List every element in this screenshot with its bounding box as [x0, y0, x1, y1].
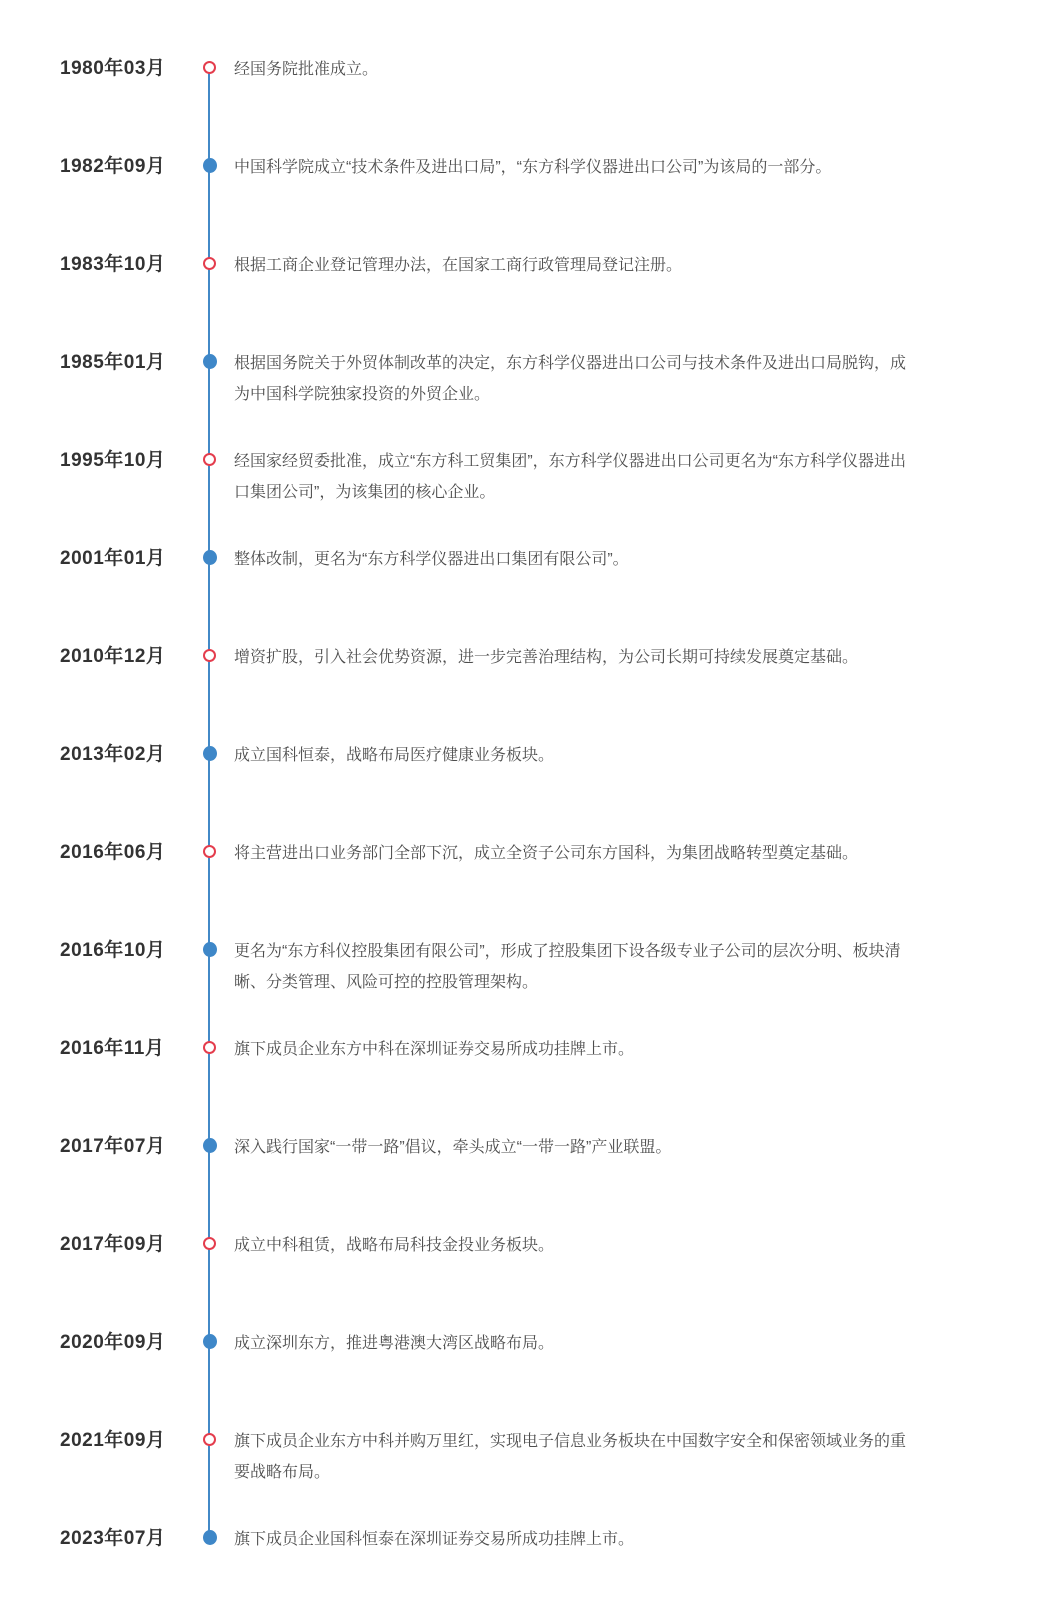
timeline-item	[0, 1234, 1064, 1332]
timeline-item	[0, 842, 1064, 940]
timeline-item	[0, 1332, 1064, 1430]
timeline-node-filled-dot-icon	[203, 1138, 217, 1153]
timeline-marker-wrap	[202, 352, 217, 369]
timeline-item	[0, 156, 1064, 254]
timeline-marker-wrap	[202, 156, 217, 173]
timeline-marker-wrap	[202, 548, 217, 565]
timeline-node-filled-dot-icon	[203, 158, 217, 173]
timeline-node-filled-dot-icon	[203, 550, 217, 565]
timeline-date-label: 2017年09月	[60, 1234, 166, 1255]
timeline-node-hollow-circle-icon	[203, 1041, 216, 1054]
timeline-event-description: 成立国科恒泰，战略布局医疗健康业务板块。	[234, 747, 555, 764]
timeline-marker-wrap	[202, 940, 217, 957]
timeline-node-hollow-circle-icon	[203, 257, 216, 270]
timeline-item	[0, 548, 1064, 646]
timeline-node-hollow-circle-icon	[203, 1433, 216, 1446]
timeline-node-hollow-circle-icon	[203, 845, 216, 858]
timeline-marker-wrap	[202, 58, 217, 74]
timeline-item	[0, 450, 1064, 548]
timeline-event-description: 增资扩股，引入社会优势资源，进一步完善治理结构，为公司长期可持续发展奠定基础。	[234, 649, 859, 666]
timeline-node-filled-dot-icon	[203, 1334, 217, 1349]
timeline-marker-wrap	[202, 1136, 217, 1153]
timeline-marker-wrap	[202, 842, 217, 858]
timeline-marker-wrap	[202, 1528, 217, 1545]
timeline-event-description: 旗下成员企业东方中科在深圳证券交易所成功挂牌上市。	[234, 1041, 635, 1058]
timeline-date-label: 2010年12月	[60, 646, 166, 667]
timeline-item	[0, 1528, 1064, 1600]
timeline-node-filled-dot-icon	[203, 746, 217, 761]
timeline-event-description: 根据工商企业登记管理办法，在国家工商行政管理局登记注册。	[234, 257, 683, 274]
timeline-item	[0, 254, 1064, 352]
timeline-marker-wrap	[202, 1430, 217, 1446]
timeline-node-hollow-circle-icon	[203, 453, 216, 466]
timeline-date-label: 2021年09月	[60, 1430, 166, 1451]
timeline-event-description: 成立中科租赁，战略布局科技金投业务板块。	[234, 1237, 555, 1254]
timeline-item	[0, 1430, 1064, 1528]
timeline-event-description: 旗下成员企业国科恒泰在深圳证券交易所成功挂牌上市。	[234, 1531, 635, 1548]
timeline-node-hollow-circle-icon	[203, 1237, 216, 1250]
timeline-date-label: 2001年01月	[60, 548, 166, 569]
timeline-item	[0, 58, 1064, 156]
timeline-event-description: 经国家经贸委批准，成立“东方科工贸集团”，东方科学仪器进出口公司更名为“东方科学仪器进出口集团公司”，为该集团的核心企业。	[234, 453, 906, 501]
timeline-marker-wrap	[202, 450, 217, 466]
timeline-event-description: 经国务院批准成立。	[234, 61, 379, 78]
timeline-date-label: 2016年06月	[60, 842, 166, 863]
timeline-date-label: 1985年01月	[60, 352, 166, 373]
timeline-event-description: 深入践行国家“一带一路”倡议，牵头成立“一带一路”产业联盟。	[234, 1139, 672, 1156]
timeline-date-label: 2016年11月	[60, 1038, 165, 1059]
timeline-date-label: 1982年09月	[60, 156, 166, 177]
timeline-marker-wrap	[202, 1234, 217, 1250]
timeline-item	[0, 940, 1064, 1038]
timeline-item	[0, 646, 1064, 744]
timeline-date-label: 2023年07月	[60, 1528, 166, 1549]
timeline-event-description: 整体改制，更名为“东方科学仪器进出口集团有限公司”。	[234, 551, 629, 568]
timeline-item	[0, 1136, 1064, 1234]
timeline-node-hollow-circle-icon	[203, 61, 216, 74]
timeline-event-description: 中国科学院成立“技术条件及进出口局”，“东方科学仪器进出口公司”为该局的一部分。	[234, 159, 832, 176]
timeline-item	[0, 352, 1064, 450]
timeline-date-label: 2013年02月	[60, 744, 166, 765]
timeline-date-label: 2016年10月	[60, 940, 166, 961]
timeline-node-hollow-circle-icon	[203, 649, 216, 662]
timeline-event-description: 旗下成员企业东方中科并购万里红，实现电子信息业务板块在中国数字安全和保密领域业务的重要战略布局。	[234, 1433, 907, 1481]
timeline-date-label: 1995年10月	[60, 450, 166, 471]
timeline-event-description: 更名为“东方科仪控股集团有限公司”，形成了控股集团下设各级专业子公司的层次分明、板块清晰、分类管理、风险可控的控股管理架构。	[234, 943, 901, 991]
timeline-marker-wrap	[202, 1038, 217, 1054]
timeline-node-filled-dot-icon	[203, 354, 217, 369]
timeline-date-label: 2020年09月	[60, 1332, 166, 1353]
timeline-event-description: 成立深圳东方，推进粤港澳大湾区战略布局。	[234, 1335, 555, 1352]
timeline-date-label: 2017年07月	[60, 1136, 166, 1157]
timeline-marker-wrap	[202, 1332, 217, 1349]
timeline-items	[0, 58, 1064, 1600]
timeline-date-label: 1983年10月	[60, 254, 166, 275]
timeline-marker-wrap	[202, 646, 217, 662]
timeline-node-filled-dot-icon	[203, 942, 217, 957]
timeline-item	[0, 744, 1064, 842]
timeline-item	[0, 1038, 1064, 1136]
timeline-event-description: 将主营进出口业务部门全部下沉，成立全资子公司东方国科，为集团战略转型奠定基础。	[234, 845, 859, 862]
timeline-event-description: 根据国务院关于外贸体制改革的决定，东方科学仪器进出口公司与技术条件及进出口局脱钩，成为中国科学院独家投资的外贸企业。	[234, 355, 907, 403]
timeline-node-filled-dot-icon	[203, 1530, 217, 1545]
timeline-date-label: 1980年03月	[60, 58, 166, 79]
timeline-marker-wrap	[202, 254, 217, 270]
timeline-marker-wrap	[202, 744, 217, 761]
